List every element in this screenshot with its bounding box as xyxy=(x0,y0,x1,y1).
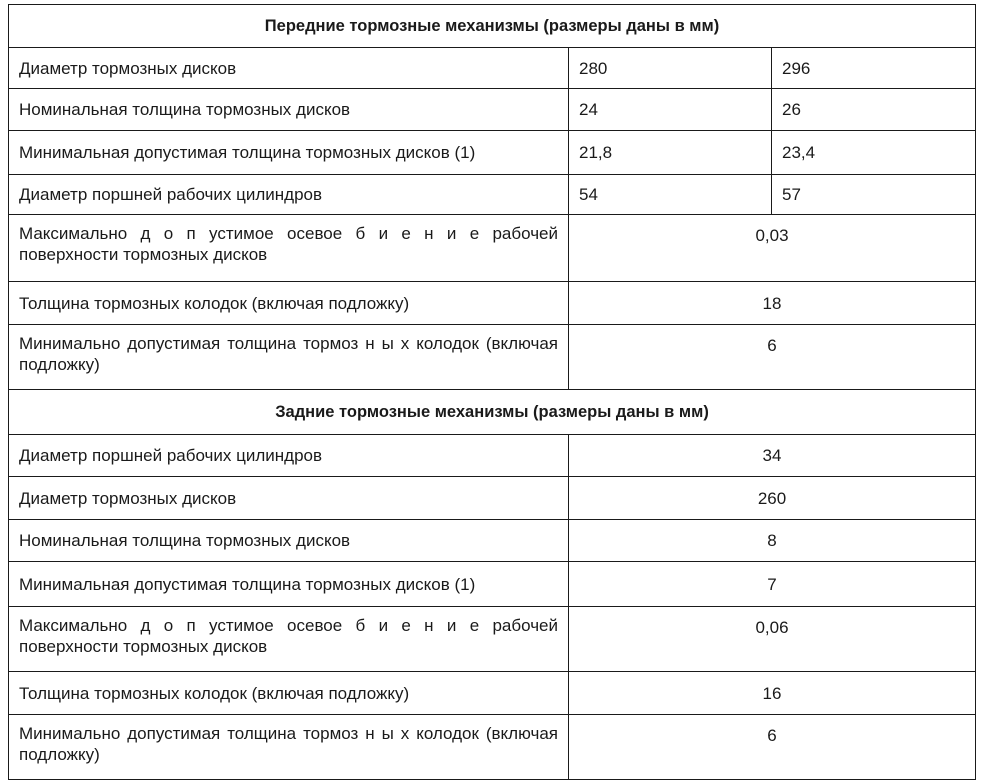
row-label: Минимально допустимая толщина тормоз н ы х колодок (включая подложку) xyxy=(9,325,569,390)
row-label: Номинальная толщина тормозных дисков xyxy=(9,520,569,562)
value-cell: 0,03 xyxy=(569,215,976,282)
row-label: Толщина тормозных колодок (включая подложку) xyxy=(9,282,569,325)
row-label: Максимально д о п устимое осевое б и е н и е рабочей поверхности тормозных дисков xyxy=(9,215,569,282)
value-cell: 57 xyxy=(772,175,976,215)
front-section-header-row xyxy=(9,5,976,48)
table-row xyxy=(9,131,976,175)
value-cell: 18 xyxy=(569,282,976,325)
table-row xyxy=(9,48,976,89)
table-row xyxy=(9,175,976,215)
rear-section-header-row xyxy=(9,390,976,435)
value-cell: 24 xyxy=(569,89,772,131)
table-row xyxy=(9,89,976,131)
table-row xyxy=(9,477,976,520)
value-cell: 6 xyxy=(569,325,976,390)
value-cell: 7 xyxy=(569,562,976,607)
table-row xyxy=(9,715,976,780)
value-cell: 8 xyxy=(569,520,976,562)
table-row xyxy=(9,520,976,562)
row-label: Минимальная допустимая толщина тормозных дисков (1) xyxy=(9,562,569,607)
table-row xyxy=(9,282,976,325)
row-label: Диаметр тормозных дисков xyxy=(9,48,569,89)
row-label: Минимально допустимая толщина тормоз н ы х колодок (включая подложку) xyxy=(9,715,569,780)
row-label: Диаметр поршней рабочих цилиндров xyxy=(9,175,569,215)
value-cell: 280 xyxy=(569,48,772,89)
row-label: Номинальная толщина тормозных дисков xyxy=(9,89,569,131)
row-label: Максимально д о п устимое осевое б и е н и е рабочей поверхности тормозных дисков xyxy=(9,607,569,672)
value-cell: 16 xyxy=(569,672,976,715)
row-label: Диаметр поршней рабочих цилиндров xyxy=(9,435,569,477)
value-cell: 6 xyxy=(569,715,976,780)
value-cell: 34 xyxy=(569,435,976,477)
rear-section-title: Задние тормозные механизмы (размеры даны в мм) xyxy=(9,390,976,435)
value-cell: 54 xyxy=(569,175,772,215)
table-row xyxy=(9,672,976,715)
row-label: Толщина тормозных колодок (включая подложку) xyxy=(9,672,569,715)
row-label: Минимальная допустимая толщина тормозных дисков (1) xyxy=(9,131,569,175)
value-cell: 296 xyxy=(772,48,976,89)
value-cell: 23,4 xyxy=(772,131,976,175)
row-label: Диаметр тормозных дисков xyxy=(9,477,569,520)
value-cell: 260 xyxy=(569,477,976,520)
value-cell: 26 xyxy=(772,89,976,131)
table-row xyxy=(9,562,976,607)
table-row xyxy=(9,215,976,282)
table-row xyxy=(9,435,976,477)
table-row xyxy=(9,325,976,390)
table-row xyxy=(9,607,976,672)
value-cell: 0,06 xyxy=(569,607,976,672)
value-cell: 21,8 xyxy=(569,131,772,175)
front-section-title: Передние тормозные механизмы (размеры даны в мм) xyxy=(9,5,976,48)
brake-spec-table xyxy=(8,4,976,780)
